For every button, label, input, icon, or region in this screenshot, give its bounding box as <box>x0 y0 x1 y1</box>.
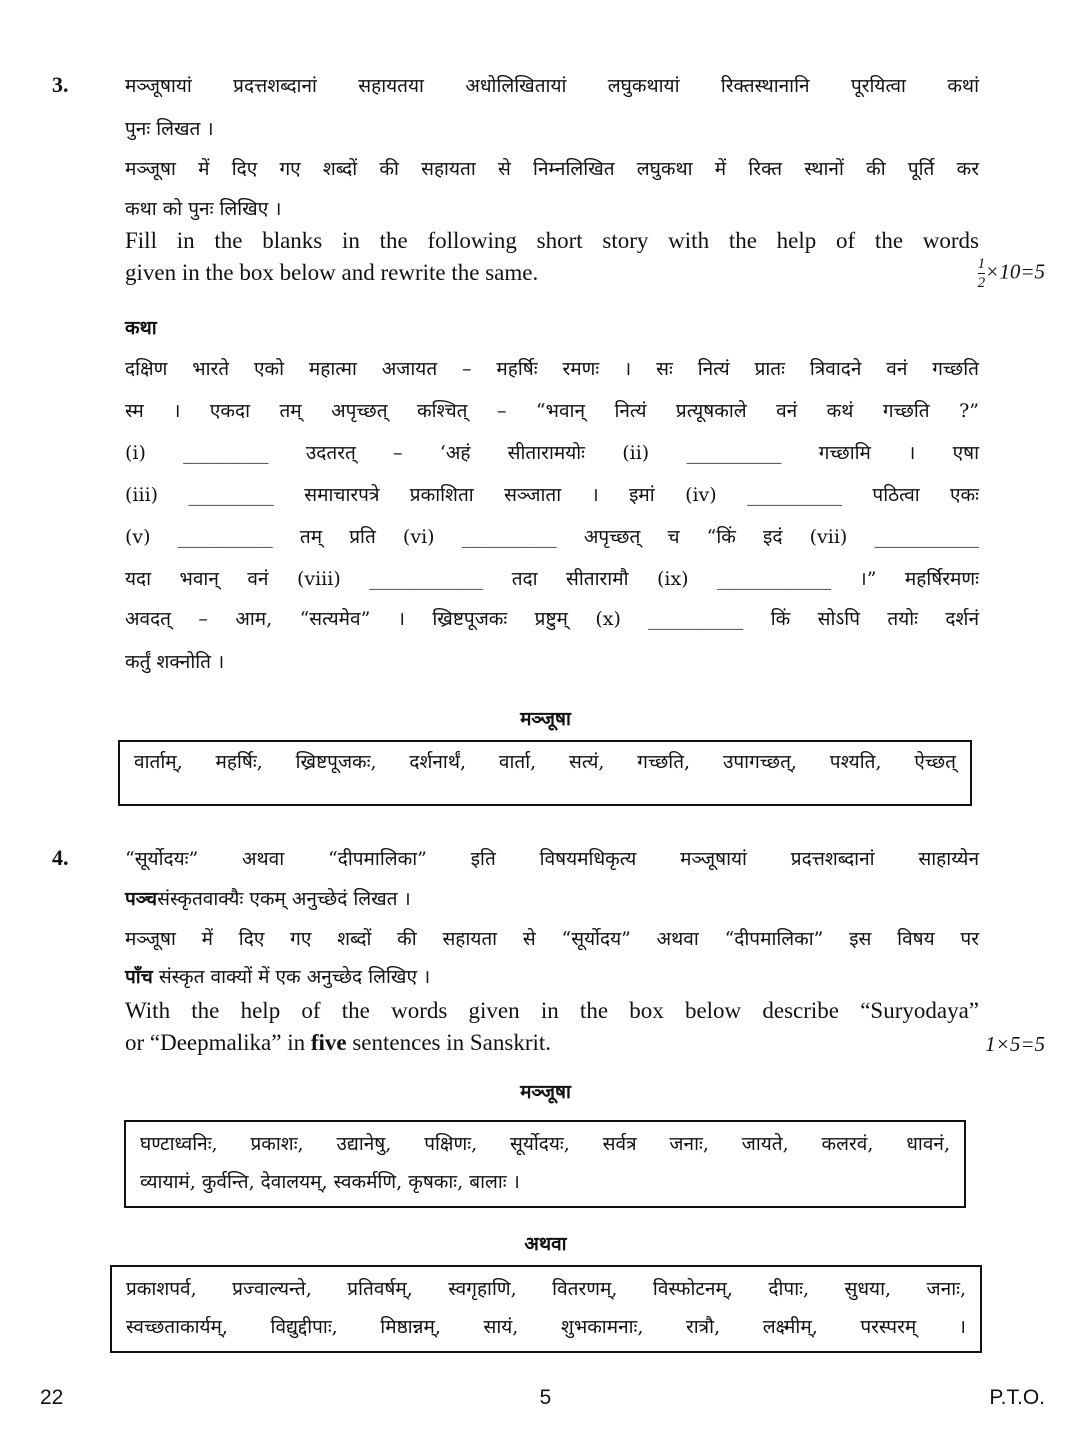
question-number: 4. <box>52 845 69 870</box>
emphasis-word: पाँच <box>125 966 153 988</box>
instruction-sanskrit: मञ्जूषायां प्रदत्तशब्दानां सहायतया अधोलिखितायां लघुकथायां रिक्तस्थानानि पूरयित्वा कथां <box>125 75 979 97</box>
instruction-sanskrit: “सूर्योदयः” अथवा “दीपमालिका” इति विषयमधिकृत्य मञ्जूषायां प्रदत्तशब्दानां साहाय्येन <box>125 848 979 870</box>
instruction-hindi: मञ्जूषा में दिए गए शब्दों की सहायता से निम्नलिखित लघुकथा में रिक्त स्थानों की पूर्ति कर <box>125 158 979 180</box>
instruction-text: संस्कृत वाक्यों में एक अनुच्छेद लिखिए । <box>152 966 431 988</box>
story-line: यदा भवान् वनं (viii) ____________ तदा सीतारामौ (ix) ____________ ।” महर्षिरमणः <box>125 568 979 590</box>
instruction-text: संस्कृतवाक्यैः एकम् अनुच्छेदं लिखत । <box>157 888 411 910</box>
story-line: दक्षिण भारते एको महात्मा अजायत – महर्षिः रमणः । सः नित्यं प्रातः त्रिवादने वनं गच्छति <box>125 358 979 380</box>
paper-code: 22 <box>40 1386 64 1409</box>
marks: 1×5=5 <box>985 1032 1045 1056</box>
story-heading: कथा <box>125 317 157 339</box>
story-line: स्म । एकदा तम् अपृच्छत् कश्चित् – “भवान् नित्यं प्रत्यूषकाले वनं कथं गच्छति ?” <box>125 400 979 422</box>
word-box-heading: मञ्जूषा <box>520 708 571 730</box>
word-box-line: घण्टाध्वनिः, प्रकाशः, उद्यानेषु, पक्षिणः, सूर्योदयः, सर्वत्र जनाः, जायते, कलरवं, धावनं, <box>140 1133 950 1155</box>
word-box-line: प्रकाशपर्व, प्रज्वाल्यन्ते, प्रतिवर्षम्, स्वगृहाणि, वितरणम्, विस्फोटनम्, दीपाः, सुधया, जनाः, <box>126 1278 966 1300</box>
emphasis-word: five <box>310 1030 347 1055</box>
story-line: कर्तुं शक्नोति । <box>125 651 225 673</box>
instruction-text: sentences in Sanskrit. <box>346 1030 552 1055</box>
pto-label: P.T.O. <box>989 1386 1045 1409</box>
or-heading: अथवा <box>524 1233 567 1255</box>
story-line: (iii) _________ समाचारपत्रे प्रकाशिता सञ्जाता । इमां (iv) __________ पठित्वा एकः <box>125 484 979 506</box>
page-number: 5 <box>539 1386 552 1409</box>
story-line: (v) __________ तम् प्रति (vi) __________ अपृच्छत् च “किं इदं (vii) ___________ <box>125 526 979 548</box>
emphasis-word: पञ्च <box>125 888 158 910</box>
instruction-sanskrit-cont <box>125 885 979 911</box>
instruction-hindi-cont: कथा को पुनः लिखिए । <box>125 198 282 220</box>
fraction-denominator: 2 <box>977 275 986 291</box>
story-line: अवदत् – आम, “सत्यमेव” । ख्रिष्टपूजकः प्रष्टुम् (x) __________ किं सोऽपि तयोः दर्शनं <box>125 608 979 630</box>
word-box-deepmalika <box>110 1265 982 1353</box>
instruction-hindi: मञ्जूषा में दिए गए शब्दों की सहायता से “सूर्योदय” अथवा “दीपमालिका” इस विषय पर <box>125 928 979 950</box>
word-box-suryodaya <box>124 1120 966 1208</box>
word-box-line: व्यायामं, कुर्वन्ति, देवालयम्, स्वकर्मणि, कृषकाः, बालाः । <box>140 1171 520 1193</box>
word-box-heading: मञ्जूषा <box>520 1081 571 1103</box>
story-line: (i) _________ उदतरत् – ‘अहं सीतारामयोः (ii) __________ गच्छामि । एषा <box>125 442 979 464</box>
marks <box>978 255 1045 292</box>
word-box <box>118 740 972 806</box>
instruction-english-cont <box>125 1030 979 1056</box>
question-number: 3. <box>52 72 69 97</box>
instruction-text: or “Deepmalika” in <box>125 1030 311 1055</box>
fraction-numerator: 1 <box>977 256 986 272</box>
word-box-words: वार्ताम्, महर्षिः, ख्रिष्टपूजकः, दर्शनार्थं, वार्ता, सत्यं, गच्छति, उपागच्छत्, पश्यति, ऐच्छत् <box>134 751 956 773</box>
instruction-sanskrit-cont: पुनः लिखत । <box>125 118 214 140</box>
marks-value: ×10=5 <box>985 259 1045 284</box>
instruction-english: With the help of the words given in the box below describe “Suryodaya” <box>125 998 979 1023</box>
instruction-english: Fill in the blanks in the following short story with the help of the words <box>125 228 979 253</box>
instruction-english-cont: given in the box below and rewrite the same. <box>125 260 539 285</box>
word-box-line: स्वच्छताकार्यम्, विद्युद्दीपाः, मिष्ठान्नम्, सायं, शुभकामनाः, रात्रौ, लक्ष्मीम्, परस्परम् । <box>126 1316 966 1338</box>
instruction-hindi-cont <box>125 963 979 989</box>
